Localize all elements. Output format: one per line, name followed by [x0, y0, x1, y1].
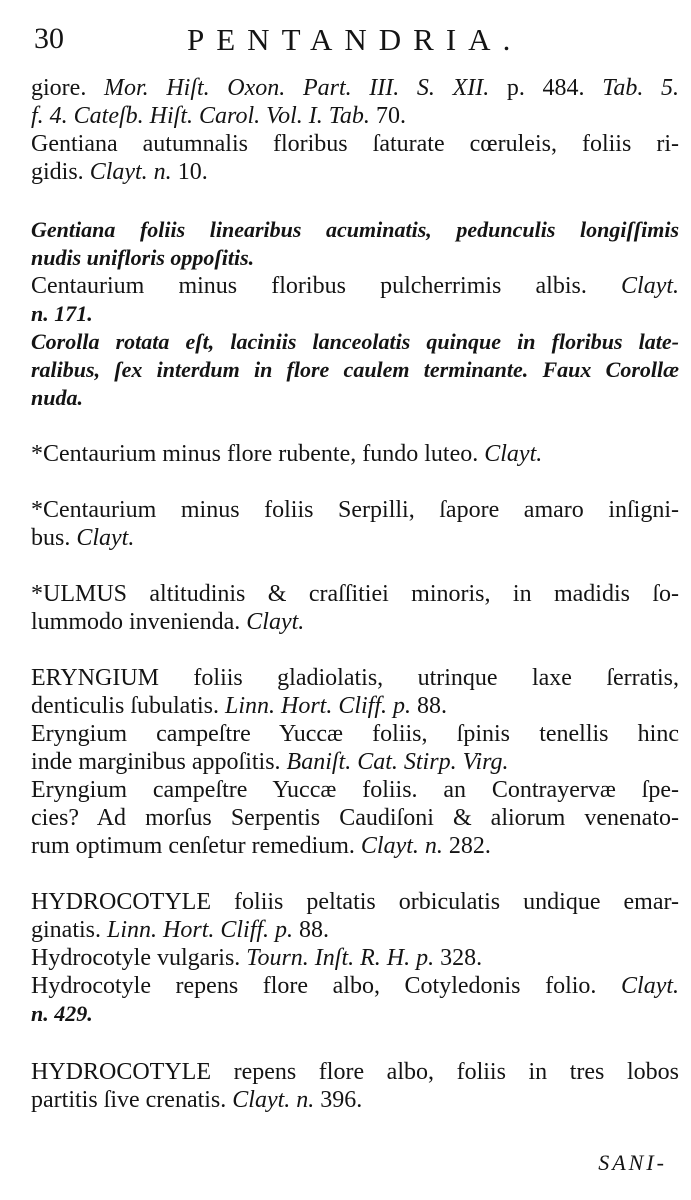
text-line: f. 4. Cateſb. Hiſt. Carol. Vol. I. Tab. 70.	[31, 103, 406, 129]
text-line: Corolla rotata eſt, laciniis lanceolatis quinque in floribus late-	[31, 329, 679, 354]
text-line: Centaurium minus floribus pulcherrimis albis. Clayt.	[31, 273, 680, 299]
text-line: Hydrocotyle repens flore albo, Cotyledonis folio. Clayt.	[31, 973, 680, 999]
text-line: n. 171.	[31, 301, 93, 326]
text-line: rum optimum cenſetur remedium. Clayt. n. 282.	[31, 833, 491, 859]
text-line: ginatis. Linn. Hort. Cliff. p. 88.	[31, 917, 330, 943]
text-line: HYDROCOTYLE foliis peltatis orbiculatis undique emar-	[31, 889, 679, 915]
text-line: ralibus, ſex interdum in flore caulem terminante. Faux Corollæ	[31, 357, 679, 382]
text-line: *ULMUS altitudinis & craſſitiei minoris, in madidis ſo-	[31, 581, 679, 607]
text-line: gidis. Clayt. n. 10.	[31, 159, 208, 185]
text-line: lummodo invenienda. Clayt.	[31, 609, 305, 635]
text-line: Gentiana foliis linearibus acuminatis, pedunculis longiſſimis	[31, 217, 679, 242]
text-line: inde marginibus appoſitis. Baniſt. Cat. Stirp. Virg.	[31, 749, 509, 775]
text-line: giore. Mor. Hiſt. Oxon. Part. III. S. XII. p. 484. Tab. 5.	[31, 75, 680, 101]
text-line: *Centaurium minus flore rubente, fundo luteo. Clayt.	[31, 441, 543, 467]
text-line: n. 429.	[31, 1001, 93, 1026]
text-line: *Centaurium minus foliis Serpilli, ſapore amaro inſigni-	[31, 497, 679, 523]
text-line: bus. Clayt.	[31, 525, 135, 551]
text-line: partitis ſive crenatis. Clayt. n. 396.	[31, 1087, 363, 1113]
text-line: HYDROCOTYLE repens flore albo, foliis in tres lobos	[31, 1059, 679, 1085]
running-head: PENTANDRIA.	[187, 22, 523, 57]
page-header	[32, 20, 632, 60]
text-line: Hydrocotyle vulgaris. Tourn. Inſt. R. H. p. 328.	[31, 945, 483, 971]
catchword: SANI-	[598, 1150, 667, 1175]
text-line: nudis unifloris oppoſitis.	[31, 245, 255, 270]
text-line: Eryngium campeſtre Yuccæ foliis. an Contrayervæ ſpe-	[31, 777, 679, 803]
text-line: nuda.	[31, 385, 83, 410]
page-number: 30	[34, 22, 64, 55]
text-line: ERYNGIUM foliis gladiolatis, utrinque laxe ſerratis,	[31, 665, 679, 691]
text-line: denticulis ſubulatis. Linn. Hort. Cliff. p. 88.	[31, 693, 448, 719]
text-line: Eryngium campeſtre Yuccæ foliis, ſpinis tenellis hinc	[31, 721, 679, 747]
text-line: cies? Ad morſus Serpentis Caudiſoni & aliorum venenato-	[31, 805, 679, 831]
text-line: Gentiana autumnalis floribus ſaturate cœruleis, foliis ri-	[31, 131, 679, 157]
